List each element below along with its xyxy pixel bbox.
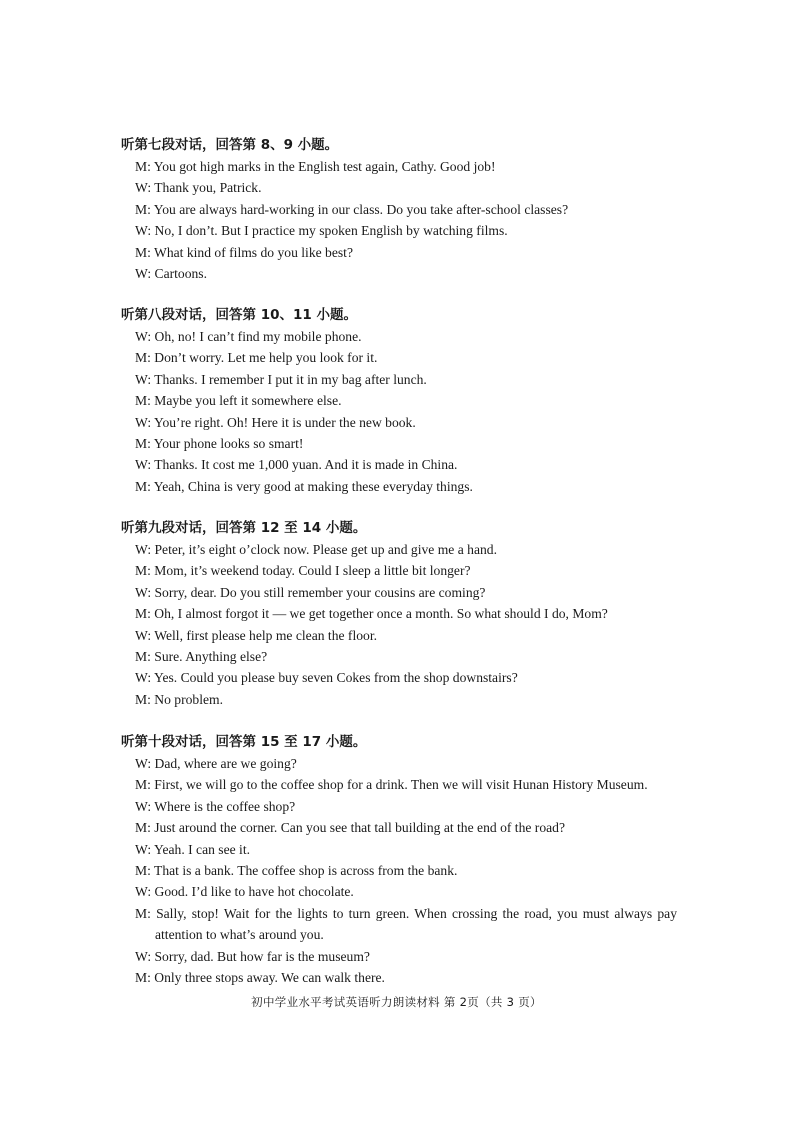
dialogue-section-8 [121,305,701,497]
dialogue-line: W: Peter, it’s eight o’clock now. Please get up and give me a hand. [135,542,497,557]
dialogue-line: M: Oh, I almost forgot it — we get together once a month. So what should I do, Mom? [135,606,608,622]
dialogue-line: W: Cartoons. [135,266,207,282]
dialogue-line: W: Good. I’d like to have hot chocolate. [135,884,354,900]
page-footer: 初中学业水平考试英语听力朗读材料 第 2页（共 3 页） [251,995,542,1009]
dialogue-line: W: Sorry, dear. Do you still remember your cousins are coming? [135,584,486,600]
dialogue-line: W: Oh, no! I can’t find my mobile phone. [135,329,362,344]
dialogue-line: W: Thanks. It cost me 1,000 yuan. And it is made in China. [135,457,458,473]
dialogue-line: M: First, we will go to the coffee shop for a drink. Then we will visit Hunan History Museum. [135,777,648,793]
dialogue-line: M: Just around the corner. Can you see that tall building at the end of the road? [135,820,565,836]
dialogue-line: M: Your phone looks so smart! [135,436,304,452]
dialogue-line: W: Well, first please help me clean the floor. [135,627,377,643]
dialogue-line: W: Where is the coffee shop? [135,798,296,814]
dialogue-line: M: You are always hard-working in our class. Do you take after-school classes? [135,201,569,217]
dialogue-line: M: Sure. Anything else? [135,649,268,665]
dialogue-line: W: Yeah. I can see it. [135,841,251,857]
dialogue-line: W: Thanks. I remember I put it in my bag after lunch. [135,371,427,387]
dialogue-line: W: You’re right. Oh! Here it is under the new book. [135,414,416,430]
dialogue-line: M: Sally, stop! Wait for the lights to turn green. When crossing the road, you must always pay attention to what’s around you. [135,905,677,943]
dialogue-line: W: Yes. Could you please buy seven Cokes from the shop downstairs? [135,670,518,686]
dialogue-line: M: Mom, it’s weekend today. Could I sleep a little bit longer? [135,563,471,579]
section-heading: 听第九段对话，回答第 12 至 14 小题。 [121,520,367,536]
dialogue-line: M: No problem. [135,691,223,707]
section-heading: 听第七段对话，回答第 8、9 小题。 [121,137,339,153]
dialogue-line: M: Only three stops away. We can walk there. [135,970,385,986]
dialogue-section-10 [121,732,701,988]
dialogue-line: W: Sorry, dad. But how far is the museum? [135,948,370,964]
dialogue-line: M: Don’t worry. Let me help you look for it. [135,350,378,366]
dialogue-line: M: You got high marks in the English test again, Cathy. Good job! [135,159,496,174]
dialogue-section-9 [121,518,701,710]
dialogue-line: M: Maybe you left it somewhere else. [135,393,342,409]
dialogue-line: M: That is a bank. The coffee shop is across from the bank. [135,863,458,879]
section-heading: 听第八段对话，回答第 10、11 小题。 [121,307,357,323]
section-heading: 听第十段对话，回答第 15 至 17 小题。 [121,734,367,750]
dialogue-line: W: Dad, where are we going? [135,756,297,771]
dialogue-section-7 [121,135,701,284]
dialogue-line: M: Yeah, China is very good at making these everyday things. [135,478,473,494]
dialogue-line: M: What kind of films do you like best? [135,244,353,260]
dialogue-line: W: Thank you, Patrick. [135,180,262,196]
dialogue-line: W: No, I don’t. But I practice my spoken English by watching films. [135,223,508,239]
